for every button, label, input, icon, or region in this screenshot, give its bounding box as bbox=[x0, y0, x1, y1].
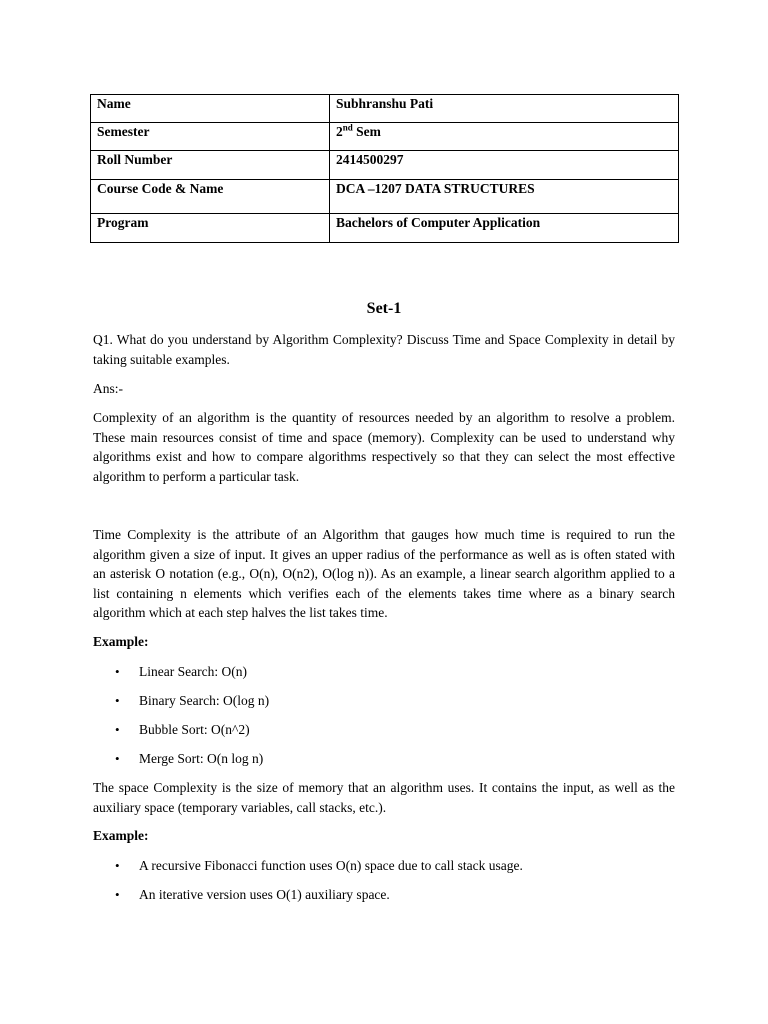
bullet-icon: • bbox=[115, 751, 120, 766]
course-label: Course Code & Name bbox=[91, 180, 330, 214]
semester-ordinal: nd bbox=[342, 122, 353, 133]
bullet-icon: • bbox=[115, 722, 120, 737]
name-value: Subhranshu Pati bbox=[330, 95, 679, 123]
list-item: • Merge Sort: O(n log n) bbox=[115, 751, 264, 766]
example-heading: Example: bbox=[93, 828, 149, 843]
time-complexity-paragraph: Time Complexity is the attribute of an Algorithm that gauges how much time is required to run the algorithm given a size of input. It gives an upper radius of the performance as well as is often stated with an asterisk O notation (e.g., O(n), O(n2), O(log n)). As an example, a linear search algorithm applied to a list containing n elements which verifies each of the elements takes time where as a binary search algorithm which at each step halves the list takes time. bbox=[93, 527, 675, 620]
space-complexity-paragraph: The space Complexity is the size of memory that an algorithm uses. It contains the input, as well as the auxiliary space (temporary variables, call stacks, etc.). bbox=[93, 780, 675, 815]
table-row bbox=[91, 151, 679, 180]
semester-value bbox=[330, 123, 679, 151]
semester-suffix: Sem bbox=[352, 124, 381, 139]
table-row bbox=[91, 95, 679, 123]
table-row bbox=[91, 123, 679, 151]
time-examples-list bbox=[93, 662, 269, 778]
table-row bbox=[91, 214, 679, 243]
list-item: • Linear Search: O(n) bbox=[115, 664, 247, 679]
semester-label: Semester bbox=[91, 123, 330, 151]
bullet-icon: • bbox=[115, 693, 120, 708]
course-value: DCA –1207 DATA STRUCTURES bbox=[330, 180, 679, 214]
name-label: Name bbox=[91, 95, 330, 123]
complexity-paragraph: Complexity of an algorithm is the quantity of resources needed by an algorithm to resolve a problem. These main resources consist of time and space (memory). Complexity can be used to understand why algorithms exist and how to compare algorithms respectively so that they can select the most effective algorithm to perform a particular task. bbox=[93, 410, 675, 484]
program-value: Bachelors of Computer Application bbox=[330, 214, 679, 243]
student-info-table bbox=[90, 94, 679, 243]
list-item: • Binary Search: O(log n) bbox=[115, 693, 270, 708]
list-item: • Bubble Sort: O(n^2) bbox=[115, 722, 250, 737]
roll-number-label: Roll Number bbox=[91, 151, 330, 180]
table-row bbox=[91, 180, 679, 214]
roll-number-value: 2414500297 bbox=[330, 151, 679, 180]
bullet-icon: • bbox=[115, 858, 120, 873]
set-title: Set-1 bbox=[366, 300, 402, 317]
answer-label: Ans:- bbox=[93, 381, 123, 396]
list-item: • An iterative version uses O(1) auxiliary space. bbox=[115, 887, 390, 902]
bullet-icon: • bbox=[115, 887, 120, 902]
example-heading: Example: bbox=[93, 634, 149, 649]
list-item: • A recursive Fibonacci function uses O(n) space due to call stack usage. bbox=[115, 858, 523, 873]
program-label: Program bbox=[91, 214, 330, 243]
question-text: Q1. What do you understand by Algorithm Complexity? Discuss Time and Space Complexity in detail by taking suitable examples. bbox=[93, 332, 675, 367]
space-examples-list bbox=[93, 856, 523, 914]
bullet-icon: • bbox=[115, 664, 120, 679]
semester-number: 2 bbox=[336, 124, 343, 139]
